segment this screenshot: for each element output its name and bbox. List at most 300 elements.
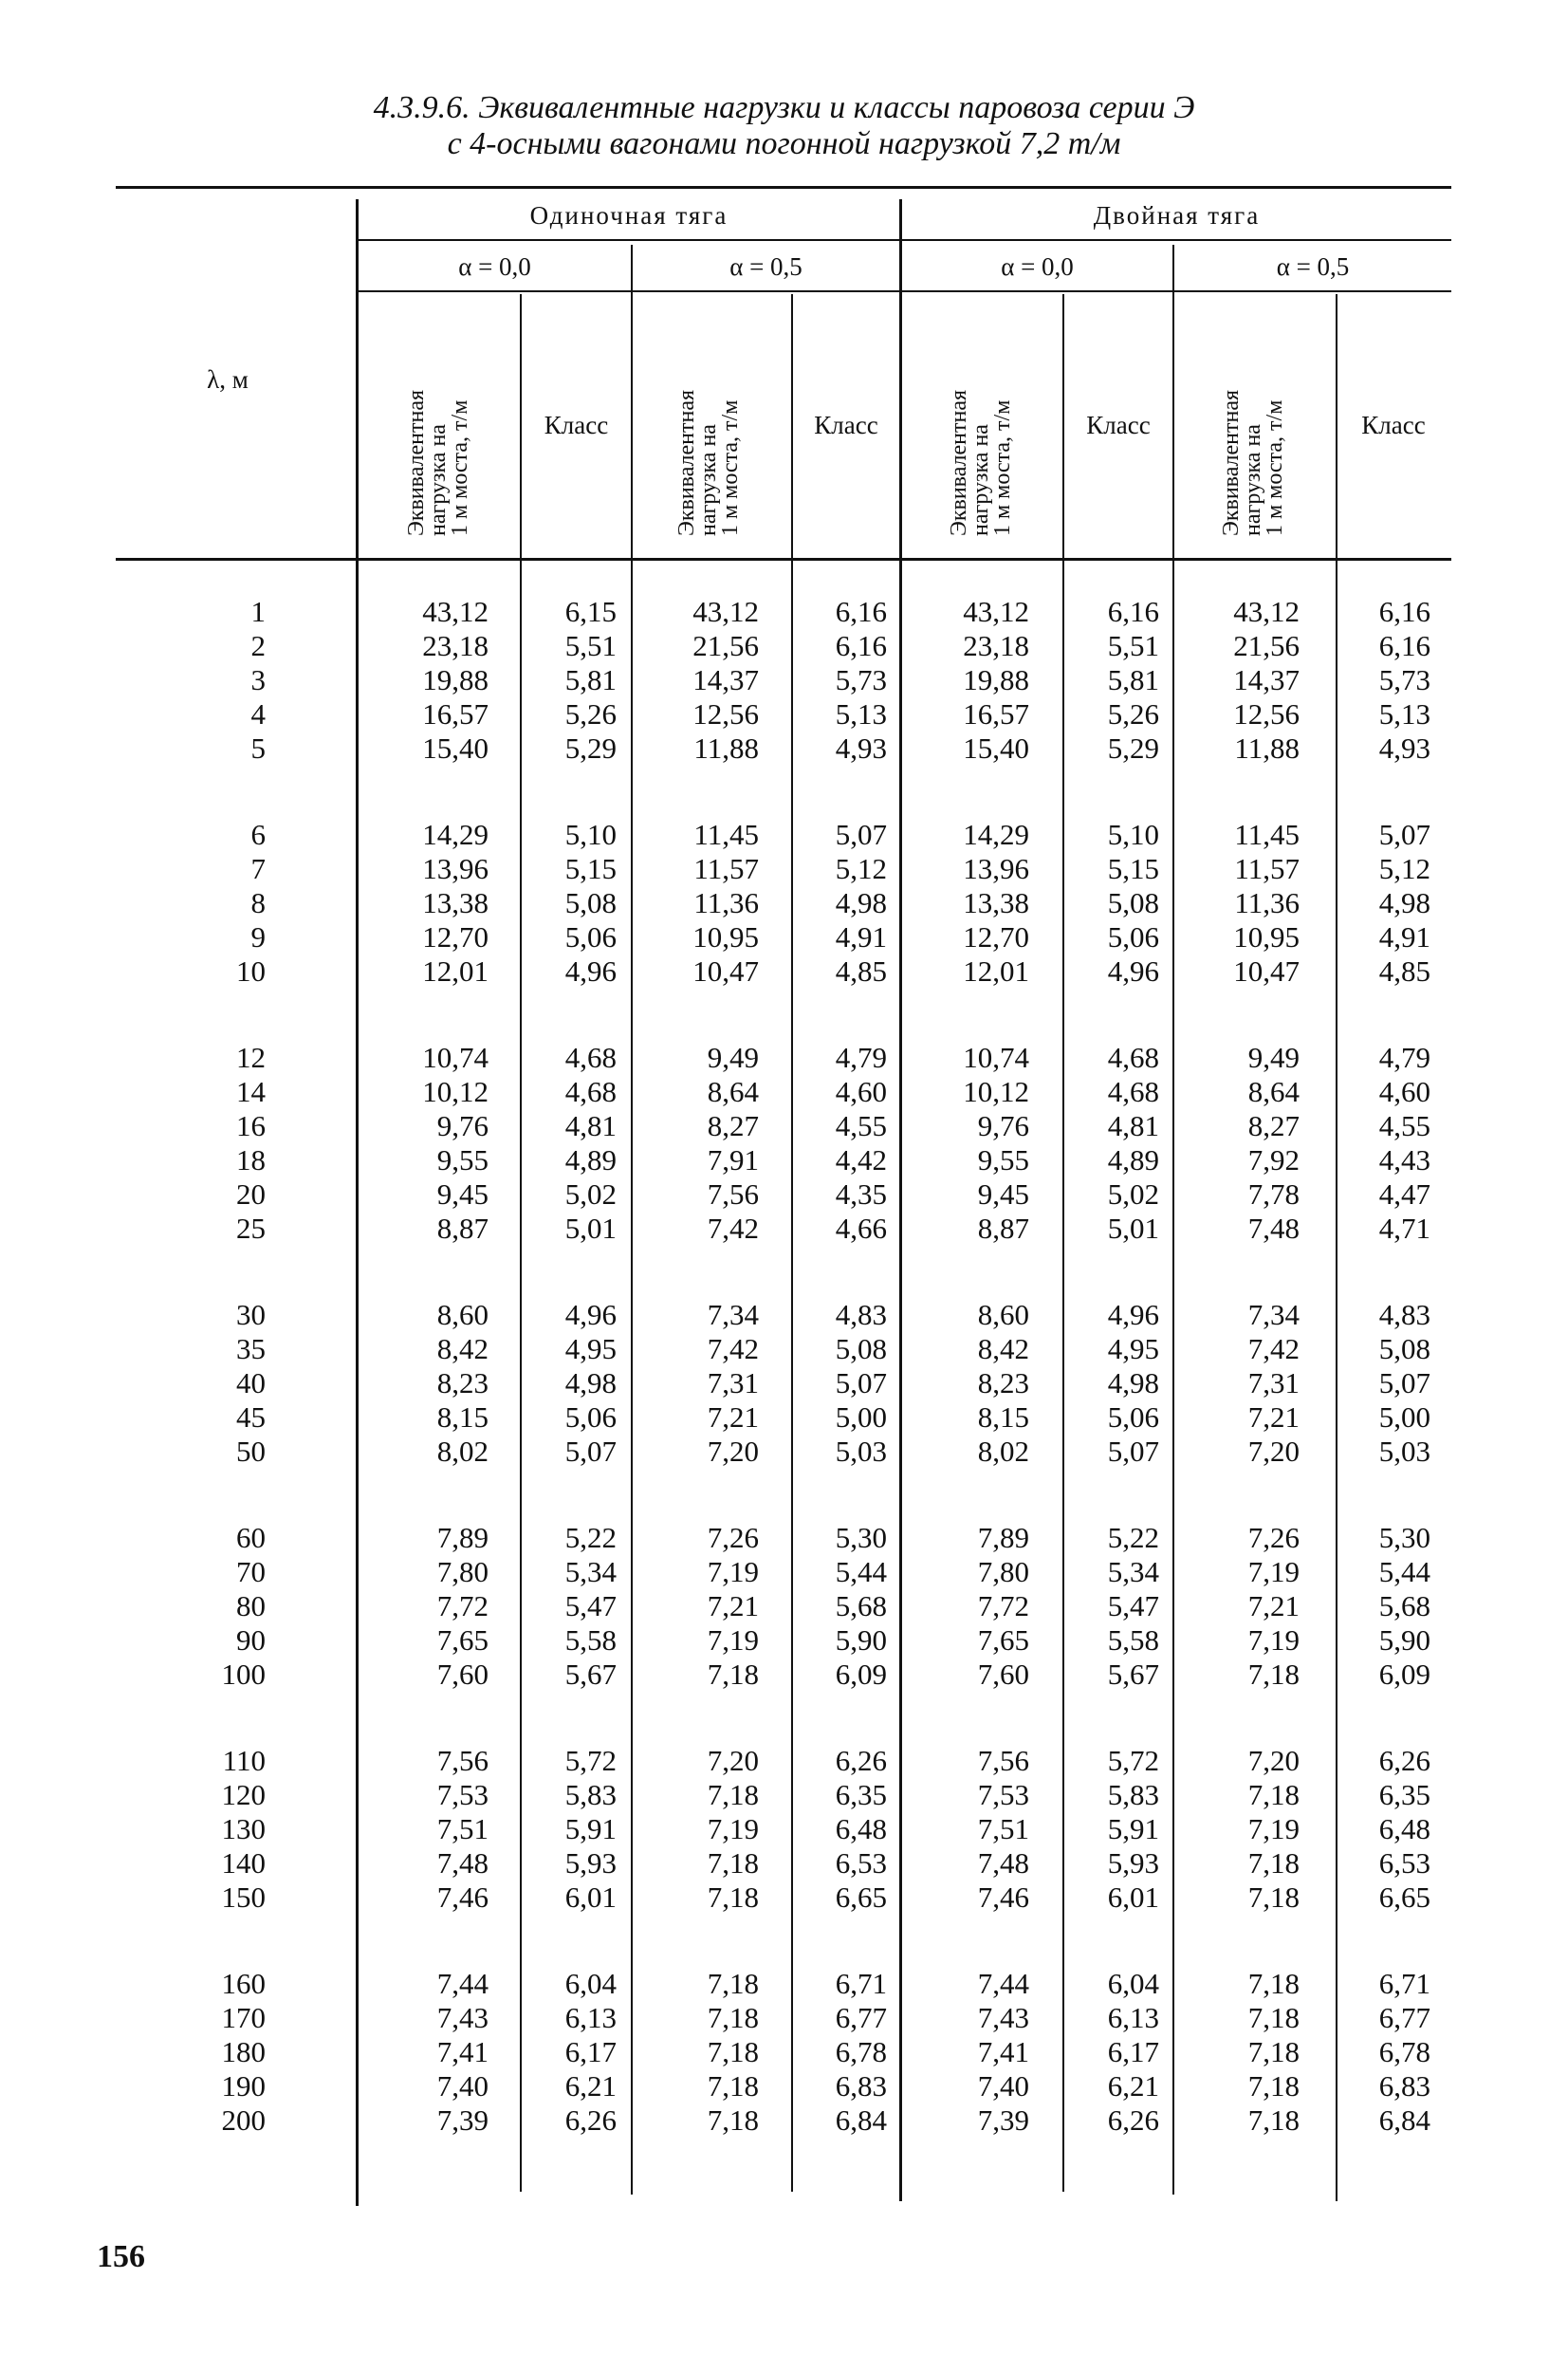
table-cell: 5,26	[564, 697, 617, 731]
table-cell: 5,12	[835, 852, 887, 885]
table-cell: 6,17	[564, 2035, 617, 2068]
table-cell: 5,93	[564, 1846, 617, 1880]
single-traction-header: Одиночная тяга	[529, 201, 729, 230]
group-gap	[142, 989, 266, 1041]
table-cell: 9,49	[1247, 1041, 1300, 1074]
table-cell: 8,42	[436, 1332, 489, 1365]
table-cell: 6,71	[835, 1967, 887, 2000]
group-gap	[142, 1246, 266, 1298]
table-cell: 6,53	[1378, 1846, 1430, 1880]
group-gap	[531, 1246, 617, 1298]
table-cell: 5,15	[564, 852, 617, 885]
table-cell: 11,57	[693, 852, 759, 885]
table-cell: 7,60	[977, 1658, 1029, 1691]
table-cell: 5,68	[835, 1589, 887, 1622]
table-cell: 7,56	[977, 1744, 1029, 1777]
table-cell: 7,31	[1247, 1366, 1300, 1399]
table-cell: 43,12	[692, 595, 759, 628]
col-single-a05-class	[802, 595, 887, 2138]
table-cell: 7,65	[977, 1623, 1029, 1657]
table-cell: 7,18	[1247, 2035, 1300, 2068]
alpha-double-0: α = 0,0	[1001, 252, 1074, 281]
table-cell: 12,56	[1233, 697, 1300, 731]
table-cell: 4,98	[1107, 1366, 1159, 1399]
table-cell: 8,27	[707, 1109, 759, 1142]
table-cell: 7,21	[707, 1589, 759, 1622]
eq-load-header-2: Эквивалентная нагрузка на 1 м моста, т/м	[674, 389, 743, 536]
group-gap	[1190, 1469, 1300, 1521]
table-cell: 15,40	[963, 732, 1029, 765]
table-cell: 5,15	[1107, 852, 1159, 885]
table-cell: 7,18	[707, 2069, 759, 2103]
table-cell: 4,68	[564, 1075, 617, 1108]
col-double-a0-load	[920, 595, 1029, 2138]
table-cell: 14	[236, 1075, 266, 1108]
table-cell: 5,72	[1107, 1744, 1159, 1777]
table-cell: 5,47	[1107, 1589, 1159, 1622]
group-gap	[1190, 766, 1300, 818]
table-cell: 7,51	[436, 1812, 489, 1845]
table-cell: 5,03	[1378, 1435, 1430, 1468]
table-cell: 5,29	[564, 732, 617, 765]
table-cell: 60	[236, 1521, 266, 1554]
table-cell: 11,88	[1234, 732, 1300, 765]
table-cell: 12,70	[963, 920, 1029, 954]
table-cell: 12,01	[422, 954, 489, 988]
table-cell: 2	[250, 629, 266, 662]
table-cell: 6,84	[835, 2103, 887, 2137]
table-cell: 6,26	[1378, 1744, 1430, 1777]
table-cell: 5	[250, 732, 266, 765]
table-cell: 6,77	[1378, 2001, 1430, 2034]
table-cell: 7,18	[1247, 1967, 1300, 2000]
table-cell: 5,91	[564, 1812, 617, 1845]
table-cell: 7,18	[1247, 2001, 1300, 2034]
group-gap	[1074, 1246, 1159, 1298]
table-cell: 8,15	[436, 1400, 489, 1434]
table-cell: 6,84	[1378, 2103, 1430, 2137]
table-cell: 8,87	[436, 1212, 489, 1245]
group-gap	[531, 1692, 617, 1744]
table-cell: 10	[236, 954, 266, 988]
group-gap	[1074, 989, 1159, 1041]
table-cell: 13,96	[422, 852, 489, 885]
table-cell: 7,18	[1247, 2069, 1300, 2103]
table-cell: 4,85	[1378, 954, 1430, 988]
table-cell: 7,46	[977, 1881, 1029, 1914]
table-cell: 45	[236, 1400, 266, 1434]
table-cell: 4,98	[1378, 886, 1430, 919]
vline-7	[1172, 245, 1174, 2195]
group-gap	[379, 1469, 489, 1521]
table-cell: 9,49	[707, 1041, 759, 1074]
table-cell: 5,06	[564, 1400, 617, 1434]
table-cell: 6,04	[1107, 1967, 1159, 2000]
table-cell: 4,42	[835, 1143, 887, 1176]
table-cell: 5,13	[1378, 697, 1430, 731]
table-cell: 12,56	[692, 697, 759, 731]
table-cell: 4,71	[1378, 1212, 1430, 1245]
table-cell: 4,96	[1107, 954, 1159, 988]
table-cell: 8,64	[1247, 1075, 1300, 1108]
group-gap	[1345, 1915, 1430, 1967]
table-cell: 7,21	[1247, 1589, 1300, 1622]
table-cell: 6,01	[1107, 1881, 1159, 1914]
table-cell: 7,44	[977, 1967, 1029, 2000]
table-cell: 4,89	[1107, 1143, 1159, 1176]
group-gap	[650, 1246, 759, 1298]
table-cell: 5,67	[564, 1658, 617, 1691]
group-gap	[920, 989, 1029, 1041]
table-cell: 6,48	[835, 1812, 887, 1845]
table-cell: 7,39	[436, 2103, 489, 2137]
group-gap	[1074, 1469, 1159, 1521]
table-cell: 13,38	[422, 886, 489, 919]
table-cell: 9,76	[977, 1109, 1029, 1142]
table-cell: 23,18	[963, 629, 1029, 662]
top-rule	[116, 186, 1451, 189]
vline-6	[1062, 294, 1064, 2192]
table-cell: 5,06	[564, 920, 617, 954]
group-gap	[142, 1469, 266, 1521]
table-cell: 9,55	[436, 1143, 489, 1176]
table-cell: 9,45	[977, 1177, 1029, 1211]
table-cell: 6,16	[1378, 595, 1430, 628]
table-cell: 10,12	[422, 1075, 489, 1108]
group-gap	[1074, 1692, 1159, 1744]
group-gap	[650, 766, 759, 818]
table-cell: 7,20	[1247, 1744, 1300, 1777]
group-gap	[650, 1692, 759, 1744]
table-cell: 21,56	[1233, 629, 1300, 662]
table-cell: 10,95	[692, 920, 759, 954]
table-cell: 14,29	[963, 818, 1029, 851]
table-cell: 5,93	[1107, 1846, 1159, 1880]
group-gap	[1345, 1469, 1430, 1521]
table-cell: 7,53	[436, 1778, 489, 1811]
table-cell: 7,19	[707, 1555, 759, 1588]
group-gap	[142, 1915, 266, 1967]
table-cell: 4,98	[835, 886, 887, 919]
table-cell: 11,36	[1234, 886, 1300, 919]
table-cell: 5,67	[1107, 1658, 1159, 1691]
table-cell: 4,95	[564, 1332, 617, 1365]
table-cell: 6,71	[1378, 1967, 1430, 2000]
table-cell: 7,18	[1247, 1881, 1300, 1914]
table-cell: 6,09	[835, 1658, 887, 1691]
table-cell: 12	[236, 1041, 266, 1074]
table-cell: 6,16	[835, 629, 887, 662]
table-cell: 7,19	[1247, 1555, 1300, 1588]
table-title	[0, 90, 1568, 162]
table-cell: 8,60	[977, 1298, 1029, 1331]
table-cell: 4,85	[835, 954, 887, 988]
table-cell: 6	[250, 818, 266, 851]
table-cell: 7,46	[436, 1881, 489, 1914]
group-gap	[1190, 1692, 1300, 1744]
table-cell: 4,93	[835, 732, 887, 765]
table-cell: 7,20	[1247, 1435, 1300, 1468]
table-cell: 90	[236, 1623, 266, 1657]
table-cell: 5,06	[1107, 1400, 1159, 1434]
table-cell: 5,13	[835, 697, 887, 731]
table-cell: 4,91	[835, 920, 887, 954]
table-cell: 5,72	[564, 1744, 617, 1777]
table-cell: 6,01	[564, 1881, 617, 1914]
table-cell: 6,65	[835, 1881, 887, 1914]
group-gap	[379, 989, 489, 1041]
table-cell: 9,45	[436, 1177, 489, 1211]
table-cell: 11,36	[693, 886, 759, 919]
group-gap	[1190, 1246, 1300, 1298]
table-cell: 10,47	[692, 954, 759, 988]
table-cell: 11,88	[693, 732, 759, 765]
table-cell: 7,89	[977, 1521, 1029, 1554]
group-gap	[802, 766, 887, 818]
table-cell: 11,45	[693, 818, 759, 851]
table-cell: 7,72	[977, 1589, 1029, 1622]
group-gap	[650, 1469, 759, 1521]
table-cell: 7,56	[436, 1744, 489, 1777]
table-cell: 4,68	[1107, 1041, 1159, 1074]
table-cell: 5,30	[835, 1521, 887, 1554]
table-cell: 8,02	[977, 1435, 1029, 1468]
table-cell: 6,65	[1378, 1881, 1430, 1914]
table-cell: 50	[236, 1435, 266, 1468]
table-cell: 7,34	[1247, 1298, 1300, 1331]
table-cell: 7,19	[1247, 1812, 1300, 1845]
table-cell: 8	[250, 886, 266, 919]
table-cell: 8,87	[977, 1212, 1029, 1245]
group-gap	[379, 766, 489, 818]
table-cell: 7,48	[977, 1846, 1029, 1880]
table-cell: 4,79	[835, 1041, 887, 1074]
table-cell: 6,21	[564, 2069, 617, 2103]
table-cell: 5,07	[1107, 1435, 1159, 1468]
table-cell: 7,18	[1247, 1778, 1300, 1811]
table-cell: 4,66	[835, 1212, 887, 1245]
title-line-2: с 4-осными вагонами погонной нагрузкой 7,2 т/м	[447, 126, 1121, 161]
table-cell: 21,56	[692, 629, 759, 662]
group-gap	[650, 1915, 759, 1967]
table-cell: 6,26	[1107, 2103, 1159, 2137]
table-cell: 5,47	[564, 1589, 617, 1622]
table-cell: 5,07	[1378, 818, 1430, 851]
table-cell: 6,83	[1378, 2069, 1430, 2103]
vline-5	[899, 199, 902, 2201]
table-cell: 9,76	[436, 1109, 489, 1142]
table-cell: 6,77	[835, 2001, 887, 2034]
table-cell: 7,19	[1247, 1623, 1300, 1657]
table-cell: 5,58	[1107, 1623, 1159, 1657]
table-cell: 7,42	[707, 1212, 759, 1245]
group-gap	[1345, 766, 1430, 818]
class-header-4: Класс	[1361, 411, 1426, 439]
group-gap	[920, 1692, 1029, 1744]
table-cell: 5,51	[564, 629, 617, 662]
table-cell: 7,48	[436, 1846, 489, 1880]
table-cell: 7,41	[436, 2035, 489, 2068]
table-cell: 4,35	[835, 1177, 887, 1211]
class-header-3: Класс	[1086, 411, 1151, 439]
lambda-header: λ, м	[207, 365, 249, 394]
group-gap	[1345, 989, 1430, 1041]
table-cell: 5,02	[1107, 1177, 1159, 1211]
table-cell: 7,51	[977, 1812, 1029, 1845]
table-cell: 5,00	[1378, 1400, 1430, 1434]
table-cell: 5,44	[835, 1555, 887, 1588]
table-cell: 6,48	[1378, 1812, 1430, 1845]
table-cell: 25	[236, 1212, 266, 1245]
group-gap	[1190, 989, 1300, 1041]
table-cell: 4,83	[835, 1298, 887, 1331]
table-cell: 7,56	[707, 1177, 759, 1211]
table-cell: 40	[236, 1366, 266, 1399]
group-gap	[379, 1692, 489, 1744]
eq-load-header-3: Эквивалентная нагрузка на 1 м моста, т/м	[947, 389, 1015, 536]
group-gap	[650, 989, 759, 1041]
table-cell: 100	[221, 1658, 266, 1691]
table-cell: 14,37	[692, 663, 759, 696]
table-cell: 8,27	[1247, 1109, 1300, 1142]
table-cell: 4,55	[835, 1109, 887, 1142]
eq-load-header-4: Эквивалентная нагрузка на 1 м моста, т/м	[1219, 389, 1287, 536]
table-cell: 6,16	[1107, 595, 1159, 628]
table-cell: 18	[236, 1143, 266, 1176]
table-cell: 7,60	[436, 1658, 489, 1691]
table-cell: 6,13	[564, 2001, 617, 2034]
group-gap	[142, 766, 266, 818]
table-cell: 5,01	[564, 1212, 617, 1245]
table-cell: 7,18	[1247, 1658, 1300, 1691]
table-cell: 7	[250, 852, 266, 885]
group-gap	[802, 1469, 887, 1521]
vline-3	[631, 245, 633, 2195]
table-cell: 7,42	[707, 1332, 759, 1365]
table-cell: 6,04	[564, 1967, 617, 2000]
table-cell: 10,74	[422, 1041, 489, 1074]
table-cell: 150	[221, 1881, 266, 1914]
table-cell: 7,91	[707, 1143, 759, 1176]
table-cell: 7,26	[1247, 1521, 1300, 1554]
table-cell: 4,83	[1378, 1298, 1430, 1331]
table-cell: 14,29	[422, 818, 489, 851]
table-cell: 7,21	[1247, 1400, 1300, 1434]
table-cell: 190	[221, 2069, 266, 2103]
table-cell: 5,22	[564, 1521, 617, 1554]
table-cell: 7,18	[707, 1967, 759, 2000]
group-gap	[920, 1915, 1029, 1967]
table-cell: 7,26	[707, 1521, 759, 1554]
table-cell: 8,15	[977, 1400, 1029, 1434]
table-cell: 7,40	[977, 2069, 1029, 2103]
table-cell: 4,68	[1107, 1075, 1159, 1108]
table-cell: 7,19	[707, 1623, 759, 1657]
col-double-a0-class	[1074, 595, 1159, 2138]
vline-4	[791, 294, 793, 2192]
table-cell: 5,07	[835, 818, 887, 851]
table-cell: 4,60	[1378, 1075, 1430, 1108]
table-cell: 16	[236, 1109, 266, 1142]
group-gap	[531, 766, 617, 818]
table-cell: 4,96	[564, 954, 617, 988]
table-cell: 5,01	[1107, 1212, 1159, 1245]
table-cell: 160	[221, 1967, 266, 2000]
table-cell: 200	[221, 2103, 266, 2137]
table-cell: 7,72	[436, 1589, 489, 1622]
table-cell: 5,02	[564, 1177, 617, 1211]
table-cell: 6,35	[835, 1778, 887, 1811]
table-cell: 11,57	[1234, 852, 1300, 885]
table-cell: 4,60	[835, 1075, 887, 1108]
rule-below-traction	[356, 239, 1451, 241]
col-double-a05-load	[1190, 595, 1300, 2138]
group-gap	[531, 1469, 617, 1521]
table-cell: 7,18	[707, 1778, 759, 1811]
table-cell: 5,29	[1107, 732, 1159, 765]
group-gap	[142, 1692, 266, 1744]
header-bottom-rule	[116, 558, 1451, 561]
table-cell: 7,31	[707, 1366, 759, 1399]
table-cell: 120	[221, 1778, 266, 1811]
table-cell: 5,68	[1378, 1589, 1430, 1622]
class-header-1: Класс	[544, 411, 609, 439]
table-cell: 7,18	[707, 2035, 759, 2068]
table-cell: 4,68	[564, 1041, 617, 1074]
table-cell: 6,78	[835, 2035, 887, 2068]
table-cell: 4,47	[1378, 1177, 1430, 1211]
table-cell: 43,12	[1233, 595, 1300, 628]
table-cell: 7,18	[707, 1881, 759, 1914]
group-gap	[802, 989, 887, 1041]
table-cell: 4,79	[1378, 1041, 1430, 1074]
table-cell: 3	[250, 663, 266, 696]
group-gap	[920, 1246, 1029, 1298]
table-cell: 19,88	[963, 663, 1029, 696]
group-gap	[802, 1692, 887, 1744]
table-cell: 7,20	[707, 1435, 759, 1468]
table-cell: 7,80	[977, 1555, 1029, 1588]
table-cell: 8,02	[436, 1435, 489, 1468]
table-cell: 5,10	[564, 818, 617, 851]
table-cell: 5,90	[835, 1623, 887, 1657]
table-cell: 4,95	[1107, 1332, 1159, 1365]
table-cell: 11,45	[1234, 818, 1300, 851]
table-cell: 130	[221, 1812, 266, 1845]
table-cell: 6,26	[564, 2103, 617, 2137]
table-cell: 9,55	[977, 1143, 1029, 1176]
table-cell: 7,18	[707, 2001, 759, 2034]
table-cell: 7,18	[1247, 1846, 1300, 1880]
table-cell: 14,37	[1233, 663, 1300, 696]
table-cell: 180	[221, 2035, 266, 2068]
table-cell: 7,80	[436, 1555, 489, 1588]
table-cell: 6,21	[1107, 2069, 1159, 2103]
group-gap	[802, 1915, 887, 1967]
table-cell: 70	[236, 1555, 266, 1588]
table-cell: 5,08	[835, 1332, 887, 1365]
table-cell: 4,93	[1378, 732, 1430, 765]
table-cell: 20	[236, 1177, 266, 1211]
table-cell: 5,00	[835, 1400, 887, 1434]
table-cell: 6,13	[1107, 2001, 1159, 2034]
table-cell: 5,26	[1107, 697, 1159, 731]
table-cell: 6,53	[835, 1846, 887, 1880]
table-cell: 6,16	[835, 595, 887, 628]
table-cell: 7,21	[707, 1400, 759, 1434]
table-cell: 43,12	[963, 595, 1029, 628]
table-cell: 4,91	[1378, 920, 1430, 954]
